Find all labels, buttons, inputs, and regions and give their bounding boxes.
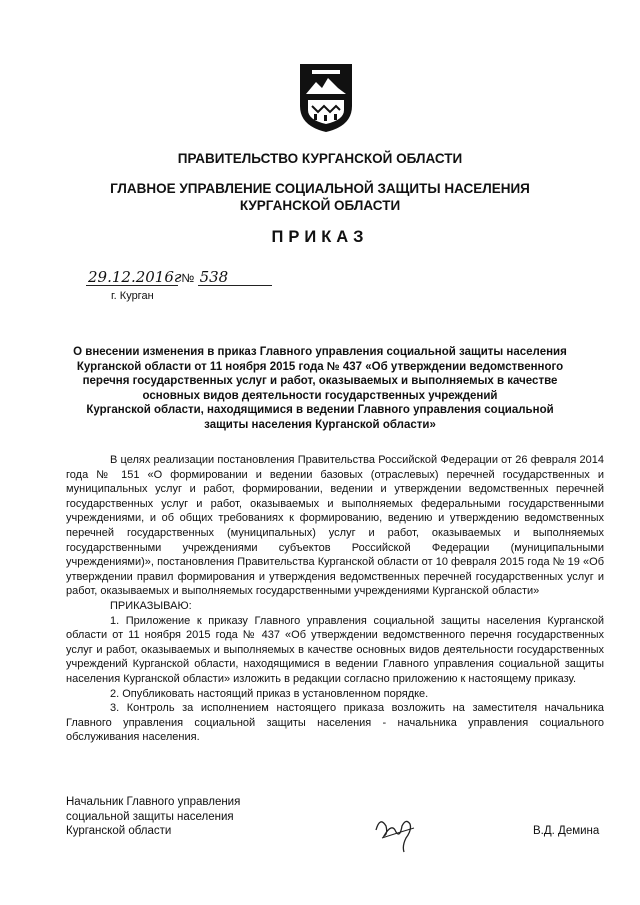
subject-line: основных видов деятельности государственных учреждений	[142, 389, 498, 402]
handwritten-signature	[372, 808, 418, 856]
order-item: 1. Приложение к приказу Главного управления социальной защиты населения Курганской области от 11 ноября 2015 года № 437 «Об утверждении ведомственного перечня государственных услуг и работ, оказываемых и выполняемых в качестве основных видов деятельности государственных учреждений Курганской области, находящимися в ведении Главного управления социальной защиты населения Курганской области» изложить в редакции согласно приложению к настоящему приказу.	[66, 614, 604, 685]
signatory-name: В.Д. Демина	[533, 825, 600, 837]
document-type-title: ПРИКАЗ	[271, 228, 369, 246]
signatory-position	[66, 795, 240, 839]
handwritten-date: 29.12.2016г	[88, 268, 182, 286]
number-label: №	[181, 271, 195, 285]
order-item: 3. Контроль за исполнением настоящего приказа возложить на заместителя начальника Главного управления социальной защиты населения - начальника управления социального обслуживания населения.	[66, 702, 604, 744]
subject-line: перечня государственных услуг и работ, оказываемых и выполняемых в качестве	[82, 375, 558, 387]
subject-line: Курганской области от 11 ноября 2015 года № 437 «Об утверждении ведомственного	[76, 360, 564, 373]
subject-line: О внесении изменения в приказ Главного управления социальной защиты населения	[73, 346, 567, 358]
preamble-paragraph: В целях реализации постановления Правительства Российской Федерации от 26 февраля 2014 года № 151 «О формировании и ведении базовых (отраслевых) перечней государственных и муниципальных услуг и работ, формировании, ведении и утверждении ведомственных перечней государственных услуг и работ, оказываемых и выполняемых федеральными государственными учреждениями, и об общих требованиях к формированию, ведению и утверждению ведомственных перечней государственных (муниципальных) услуг и работ, оказываемых и выполняемых государственными учреждениями субъектов Российской Федерации (муниципальными учреждениями)», постановления Правительства Курганской области от 10 февраля 2015 года № 19 «Об утверждении правил формирования и утверждения ведомственных перечней государственных услуг и работ, оказываемых и выполняемых государственными учреждениями Курганской области»	[66, 454, 604, 598]
subject-line: защиты населения Курганской области»	[204, 418, 436, 431]
position-line: социальной защиты населения	[66, 810, 234, 823]
date-number-line	[86, 269, 272, 286]
position-line: Курганской области	[66, 825, 172, 837]
city-label: г. Курган	[111, 290, 154, 302]
order-item: 2. Опубликовать настоящий приказ в установленном порядке.	[110, 687, 429, 700]
handwritten-number: 538	[198, 269, 272, 286]
order-subject	[60, 345, 580, 432]
coat-of-arms-emblem	[298, 62, 354, 134]
position-line: Начальник Главного управления	[66, 796, 241, 808]
subject-line: Курганской области, находящимися в ведении Главного управления социальной	[86, 404, 554, 416]
order-directive: ПРИКАЗЫВАЮ:	[110, 599, 192, 612]
org-title-region: КУРГАНСКОЙ ОБЛАСТИ	[239, 198, 401, 213]
org-title-department: ГЛАВНОЕ УПРАВЛЕНИЕ СОЦИАЛЬНОЙ ЗАЩИТЫ НАСЕЛЕНИЯ	[110, 181, 530, 196]
order-body	[66, 453, 604, 745]
org-title-government: ПРАВИТЕЛЬСТВО КУРГАНСКОЙ ОБЛАСТИ	[177, 151, 463, 166]
